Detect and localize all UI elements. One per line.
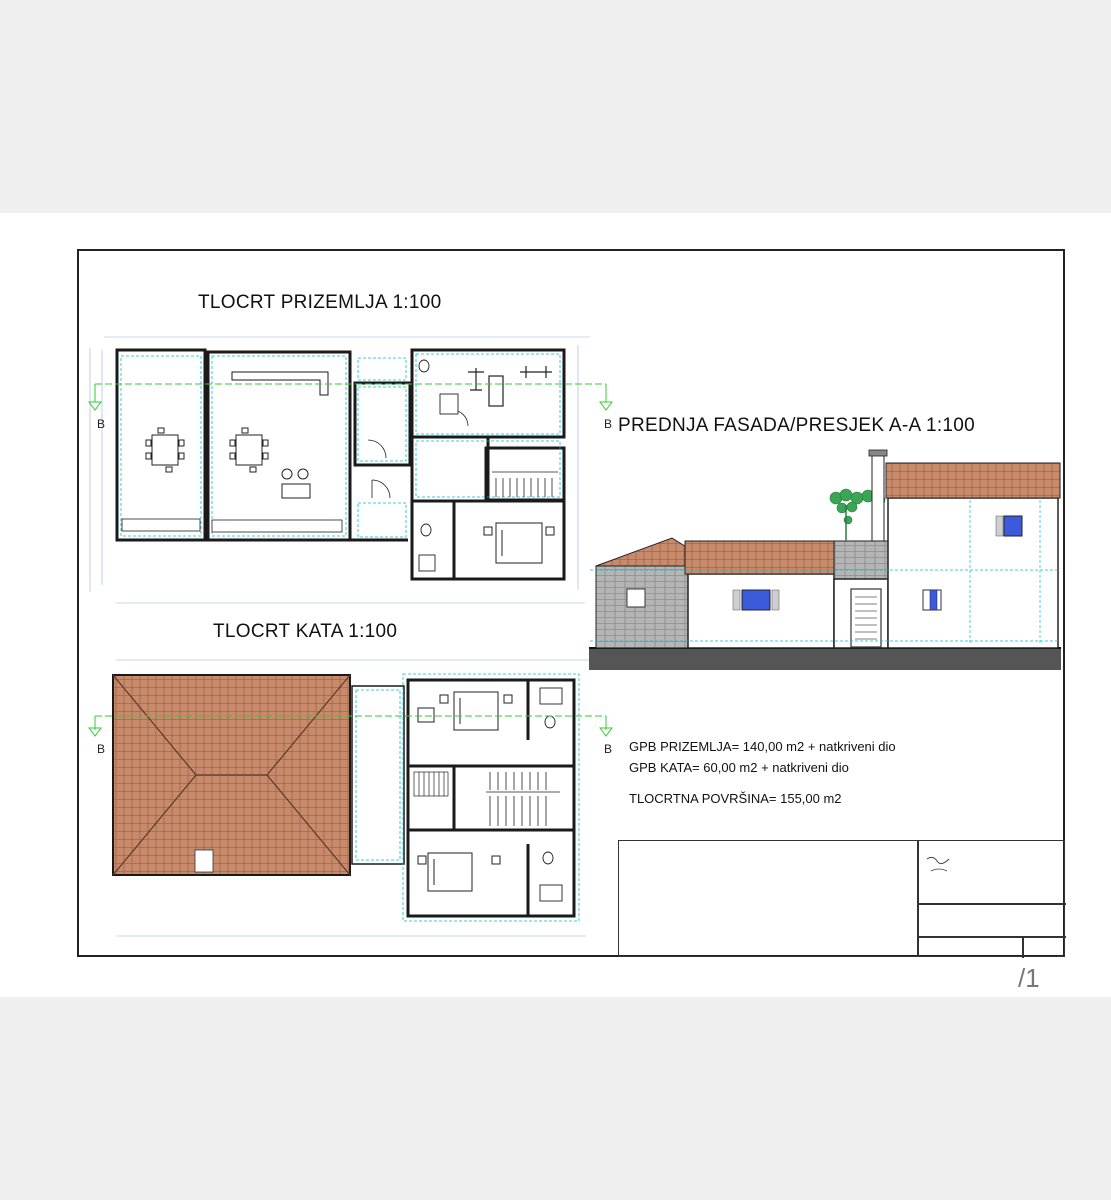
title-block-divider	[917, 841, 919, 956]
section-marker-right-ground: B	[604, 417, 613, 431]
title-block-cell-line	[1022, 936, 1024, 958]
ground-floor-title: TLOCRT PRIZEMLJA 1:100	[198, 292, 442, 313]
ground-floor-plan	[89, 337, 612, 603]
title-block	[618, 840, 1065, 957]
upper-floor-title: TLOCRT KATA 1:100	[213, 621, 398, 642]
section-marker-left-upper: B	[97, 742, 106, 756]
page-count: /1	[1018, 963, 1040, 993]
front-facade-title: PREDNJA FASADA/PRESJEK A-A 1:100	[618, 415, 976, 436]
section-marker-left-ground: B	[97, 417, 106, 431]
title-block-row-line	[917, 936, 1066, 938]
title-block-row-line	[917, 903, 1066, 905]
footprint-area: TLOCRTNA POVRŠINA= 155,00 m2	[629, 791, 842, 806]
upper-floor-gross-area: GPB KATA= 60,00 m2 + natkriveni dio	[629, 760, 849, 775]
upper-floor-plan	[89, 660, 612, 936]
front-facade-drawing	[589, 450, 1061, 670]
section-marker-right-upper: B	[604, 742, 613, 756]
ground-floor-gross-area: GPB PRIZEMLJA= 140,00 m2 + natkriveni dio	[629, 739, 896, 754]
signature-icon	[925, 853, 955, 877]
